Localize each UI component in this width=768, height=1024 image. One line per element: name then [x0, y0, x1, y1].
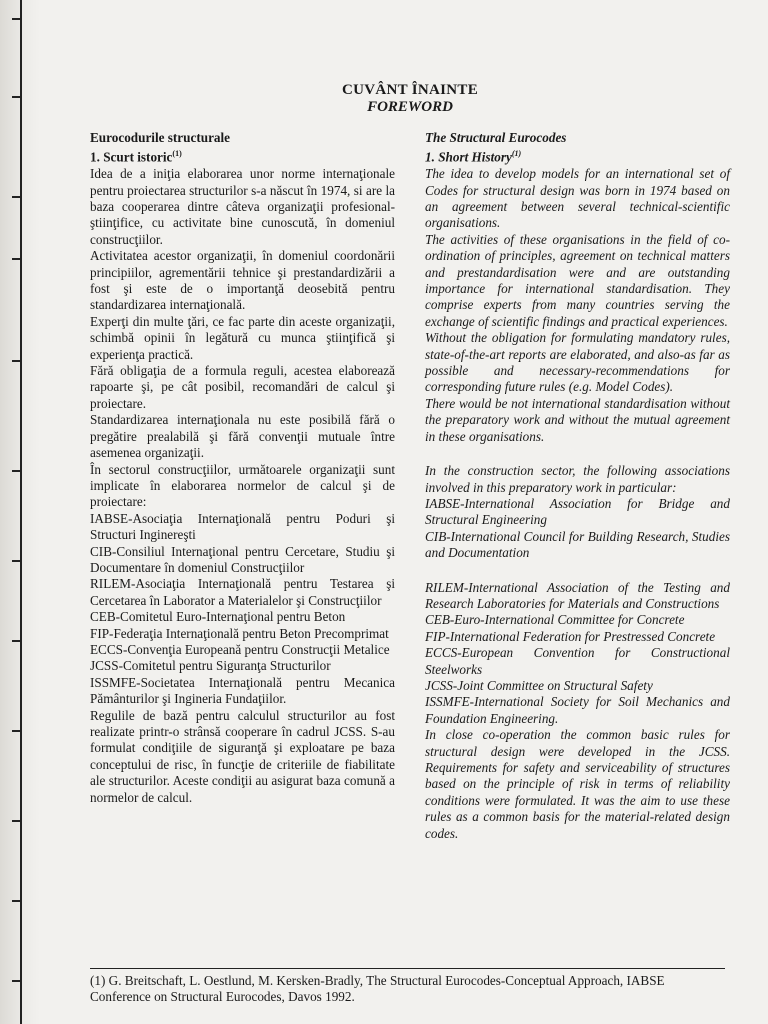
organization-entry: ISSMFE-International Society for Soil Mechanics and Foundation Engineering. [425, 694, 730, 726]
romanian-column [90, 130, 395, 842]
paragraph: În sectorul construcţiilor, următoarele organizaţii sunt implicate în elaborarea normelor de calcul şi de proiectare: [90, 461, 395, 510]
organization-entry: FIP-Federaţia Internaţională pentru Beton Precomprimat [90, 625, 389, 641]
organization-entry: IABSE-Asociaţia Internaţională pentru Poduri şi Structuri Inginereşti [90, 510, 395, 543]
paragraph: In the construction sector, the following associations involved in this preparatory work in particular: [425, 463, 730, 495]
organization-entry: FIP-International Federation for Prestressed Concrete [425, 628, 716, 644]
organization-entry: RILEM-Asociaţia Internaţională pentru Testarea şi Cercetarea în Laborator a Materialelor şi Construcţiilor [90, 576, 395, 608]
paragraph: In close co-operation the common basic rules for structural design were developed in the JCSS. Requirements for safety and serviceability of structures based on the principle of risk in terms of reliability conditions were formulated. It was the aim to use these rules as a common basis for the material-related design codes. [425, 727, 730, 841]
page-title-romanian: CUVÂNT ÎNAINTE [341, 82, 479, 98]
binding-tick [12, 900, 22, 902]
footnote-ref: (1) [511, 149, 522, 159]
organization-entry: CEB-Comitetul Euro-Internaţional pentru Beton [90, 609, 346, 625]
organization-entry: IABSE-International Association for Bridge and Structural Engineering [425, 495, 730, 528]
binding-tick [12, 560, 22, 562]
organization-entry: RILEM-International Association of the Testing and Research Laboratories for Materials and Constructions [425, 579, 730, 611]
paragraph: Experţi din multe ţări, ce fac parte din aceste organizaţii, schimbă opinii în legătură cu munca ştiinţifică şi experienţa practică. [90, 313, 395, 362]
paragraph: The activities of these organisations in the field of co-ordination of principles, agreement on technical matters and prestandardisation were and are outstanding importance for international standardisation. They comprise experts from many countries serving the exchange of scientific findings and practical experiences. [425, 231, 730, 329]
organization-entry: CEB-Euro-International Committee for Concrete [425, 612, 685, 628]
paragraph: There would be not international standardisation without the preparatory work and without the mutual agreement in these organisations. [425, 395, 730, 444]
binding-tick [12, 96, 22, 98]
section-heading-english: The Structural Eurocodes [425, 130, 567, 145]
paragraph: The idea to develop models for an international set of Codes for structural design was born in 1974 based on an agreement between several technical-scientific organisations. [425, 166, 730, 231]
binding-tick [12, 980, 22, 982]
binding-tick [12, 640, 22, 642]
organization-entry: CIB-Consiliul Internaţional pentru Cercetare, Studiu şi Documentare în domeniul Construcţiilor [90, 543, 395, 575]
paragraph: Fără obligaţia de a formula reguli, acestea elaborează rapoarte şi, pe cât posibil, recomandări de calcul şi proiectare. [90, 363, 395, 411]
document-page [90, 82, 730, 842]
page-title-english: FOREWORD [367, 99, 453, 115]
paragraph: Idea de a iniţia elaborarea unor norme internaţionale pentru proiectarea structurilor s-a născut în 1974, si are la baza cooperarea dintre câteva organizaţii profesional- ştiinţifice, cu activitate bine cunoscută, în domeniul construcţiilor. [90, 166, 395, 247]
english-column [425, 130, 730, 842]
title-block [90, 82, 730, 116]
organization-entry: JCSS-Joint Committee on Structural Safety [425, 677, 653, 693]
binding-margin [0, 0, 40, 1024]
organization-entry: ECCS-Convenţia Europeană pentru Construcţii Metalice [90, 641, 390, 657]
binding-tick [12, 470, 22, 472]
paragraph: Regulile de bază pentru calculul structurilor au fost realizate printr-o strânsă cooperare în cadrul JCSS. S-au formulat condiţiile de siguranţă şi exploatare pe baza conceptului de risc, în funcţie de criteriile de fiabilitate ale structurilor. Aceste condiţii au asigurat baza comună a normelor de calcul. [90, 707, 395, 805]
section-heading-romanian: Eurocodurile structurale [90, 130, 231, 145]
binding-tick [12, 360, 22, 362]
subsection-heading-english: 1. Short History$^{(1)}$ [425, 149, 522, 165]
binding-tick [12, 18, 22, 20]
paragraph: Standardizarea internaţionala nu este posibilă fără o pregătire prealabilă şi fără convenţii mutuale între asemenea organizaţii. [90, 412, 395, 461]
two-column-body [90, 130, 730, 842]
binding-tick [12, 820, 22, 822]
binding-tick [12, 196, 22, 198]
subsection-heading-romanian: 1. Scurt istoric$^{(1)}$ [90, 149, 182, 165]
organization-entry: ECCS-European Convention for Constructional Steelworks [425, 645, 730, 677]
organization-entry: CIB-International Council for Building Research, Studies and Documentation [425, 528, 730, 561]
footnote: (1) G. Breitschaft, L. Oestlund, M. Kersken-Bradly, The Structural Eurocodes-Conceptual Approach, IABSE Conference on Structural Eurocodes, Davos 1992. [90, 968, 725, 1005]
binding-tick [12, 730, 22, 732]
binding-tick [12, 258, 22, 260]
paragraph: Activitatea acestor organizaţii, în domeniul coordonării principiilor, agrementării tehnice şi prestandardizării a fost şi este de o importanţă deosebită pentru standardizarea internaţională. [90, 248, 395, 313]
organization-entry: ISSMFE-Societatea Internaţională pentru Mecanica Pământurilor şi Ingineria Fundaţiilor. [90, 674, 395, 707]
footnote-ref: (1) [172, 149, 182, 159]
paragraph: Without the obligation for formulating mandatory rules, state-of-the-art reports are elaborated, and also-as far as possible and necessary-recommendations for corresponding future rules (e.g. Model Codes). [425, 330, 730, 395]
organization-entry: JCSS-Comitetul pentru Siguranţa Structurilor [90, 658, 331, 674]
binding-rule [20, 0, 22, 1024]
